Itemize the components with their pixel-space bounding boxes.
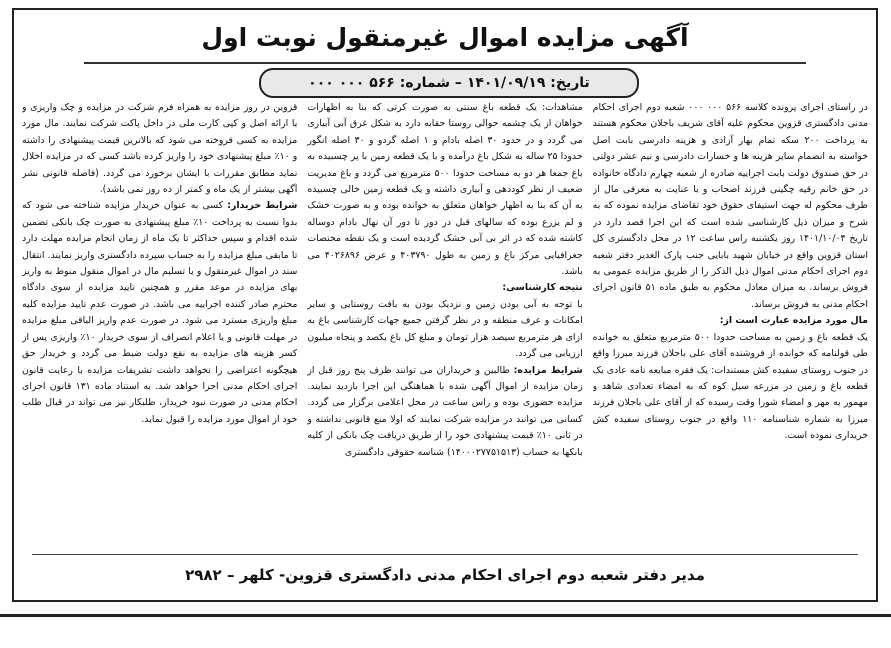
intro-paragraph: در راستای اجرای پرونده کلاسه ۵۶۶ ۰۰۰ ۰۰۰ شعبه دوم اجرای احکام مدنی دادگستری قزوین محکوم علیه آقای شریف باجلان محکوم هستند به پرداخت ۲۰۰ سکه تمام بهار آزادی و هزینه دادرسی بابت اصل خواسته به انضمام سایر هزینه ها و خسارات دادرسی و نیم عشر دولتی در حق صندوق دولت بابت اجراییه صادره از شعبه چهارم دادگاه خانواده در حق خانم رقیه چگینی فرزند اصحاب و با عنایت به معرفی مال از طرف محکوم له جهت استیفای حقوق خود تقاضای مزایده نموده که به شرح و میزان ذیل کارشناسی شده است که این اجرا قصد دارد در تاریخ ۱۴۰۱/۱۰/۰۴ روز یکشنبه راس ساعت ۱۲ در محل دادگستری کل استان قزوین واقع در خیابان شهید بابایی جنب پارک الغدیر دفتر شعبه دوم اجرای احکام مدنی اموال ذیل الذکر را از طریق مزایده عمومی به فروش برساند. به میزان معادل محکوم به طبق ماده ۵۱ قانون اجرای احکام مدنی به فروش برساند. bbox=[592, 102, 868, 310]
notice-title: آگهی مزایده اموال غیرمنقول نوبت اول bbox=[201, 23, 689, 52]
page-bottom-rule bbox=[0, 614, 891, 617]
notice-body bbox=[22, 100, 868, 548]
observations-paragraph: مشاهدات: یک قطعه باغ سنتی به صورت کرتی که بنا به اظهارات خواهان از یک چشمه حوالی روستا حقابه دارد به شکل غرق آبی آبیاری می گردد و در حدود ۳۰ اصله بادام و ۱ اصله گردو و ۳۰ اصله انگور حدودا ۲۵ ساله به شکل باغ درآمده و با یک قطعه زمین با پر چسبیده به باغ جمعا هر دو به مساحت حدودا ۵۰۰ مترمربع می گردد و باغ مدیریت ضعیف از نظر کوددهی و آبیاری داشته و یک قطعه زمین خالی چسبیده به آن که بنا به اظهار خواهان متعلق به خوانده بوده و به صورت خشک و لم یزرع بوده که سالهای قبل در دور تا دور آن نهال بادام دوساله کاشته شده که در اثر بی آبی خشک گردیده است و یک نقطه مختصات جغرافیایی مرکز باغ و زمین به طول ۴۰۳۷۹۰ و عرض ۴۰۲۶۸۹۶ می باشد. bbox=[307, 102, 583, 278]
expert-result-heading: نتیجه کارشناسی: bbox=[502, 282, 583, 294]
buyer-terms-heading: شرایط خریدار: bbox=[227, 200, 298, 212]
column-middle bbox=[307, 100, 582, 548]
auction-terms-heading: شرایط مزایده: bbox=[513, 364, 583, 376]
buyer-terms-text: کسی به عنوان خریدار مزایده شناخته می شود که بدوا نسبت به پرداخت ۱۰٪ مبلغ پیشنهادی به صورت چک بانکی تضمین شده اقدام و سپس حداکثر تا یک ماه از زمان انجام مزایده مهلت دارد تا مابقی مبلغ مزایده را به حساب سپرده دادگستری واریز نمایند. انتقال سند در اموال غیرمنقول و یا تسلیم مال در اموال منقول منوط به واریز بهای مزایده در موعد مقرر و همچنین تایید مزایده از سوی دادگاه محترم صادر کننده اجراییه می باشد. در صورت عدم تایید مزایده کلیه مبلغ واریزی مسترد می شود. در صورت عدم واریز الباقی مبلغ مزایده در مهلت قانونی و یا اعلام انصراف از سوی خریدار ۱۰٪ واریزی پس از کسر هزینه های مزایده به نفع دولت ضبط می گردد و خریدار حق هیچگونه اعتراضی را نخواهد داشت تشریفات مزایده با رعایت قانون اجرای احکام مدنی اجرا خواهد شد. به استناد ماده ۱۳۱ قانون اجرای احکام مدنی در صورت نبود خریدار، طلبکار نیز می تواند در قبال طلب خود از اموال مورد مزایده را قبول نماید. bbox=[22, 200, 298, 425]
continuation-paragraph: قزوین در روز مزایده به همراه فرم شرکت در مزایده و چک واریزی و یا ارائه اصل و کپی کارت ملی در داخل پاکت شرکت نمایند. مال مورد مزایده به کسی فروخته می شود که بالاترین قیمت پیشنهادی را داشته و ۱۰٪ مبلغ پیشنهادی خود را واریز کرده باشد کسی که در مزایده اخلال نماید مطابق مقررات با ایشان برخورد می گردد. (فاصله قانونی نشر آگهی بیشتر از یک ماه و کمتر از ده روز نمی باشد). bbox=[22, 102, 298, 196]
notice-signature: مدیر دفتر شعبه دوم اجرای احکام مدنی دادگستری قزوین- کلهر – ۲۹۸۲ bbox=[185, 566, 705, 584]
footer-divider bbox=[32, 554, 858, 555]
column-left bbox=[22, 100, 297, 548]
property-heading: مال مورد مزایده عبارت است از: bbox=[719, 315, 868, 327]
property-description: یک قطعه باغ و زمین به مساحت حدودا ۵۰۰ مترمربع متعلق به خوانده طی قولنامه که خوانده از فروشنده آقای علی باجلان فرزند میرزا واقع در جنوب روستای سفیده کش مستندات: یک فقره مبایعه نامه عادی یک قطعه باغ و زمین در مزرعه سیل کوه که به امضاء تعدادی شاهد و مهمور به مهر و امضاء شورا وقت رسیده که از آقای علی باجلان فرزند میرزا به شماره شناسنامه ۱۱۰ واقع در جنوب روستای سفیده کش خریداری نموده است. bbox=[592, 331, 868, 442]
title-divider bbox=[84, 62, 806, 64]
expert-result-text: با توجه به آبی بودن زمین و نزدیک بودن به بافت روستایی و سایر امکانات و عرف منطقه و در نظر گرفتن جمیع جهات کارشناسی باغ به ازای هر مترمربع سیصد هزار تومان و مبلغ کل باغ یکصد و پنجاه میلیون ارزیابی می گردد. bbox=[307, 298, 583, 360]
auction-terms-text: طالبین و خریداران می توانند ظرف پنج روز قبل از زمان مزایده از اموال آگهی شده با هماهنگی این اجرا بازدید نمایند. مزایده حضوری بوده و راس ساعت در محل اعلامی برگزار می گردد. کسانی می توانند در مزایده شرکت نمایند که اولا منع قانونی نداشته و در ثانی ۱۰٪ قیمت پیشنهادی خود را از طریق دریافت چک بانکی از کلیه بانکها به حساب (۱۴۰۰۰۲۷۷۵۱۵۱۳) شناسه حقوقی دادگستری bbox=[307, 364, 583, 458]
column-right bbox=[593, 100, 868, 548]
auction-notice bbox=[12, 8, 878, 602]
date-number-bar: تاریخ: ۱۴۰۱/۰۹/۱۹ – شماره: ۵۶۶ ۰۰۰ ۰۰۰ bbox=[259, 68, 639, 98]
